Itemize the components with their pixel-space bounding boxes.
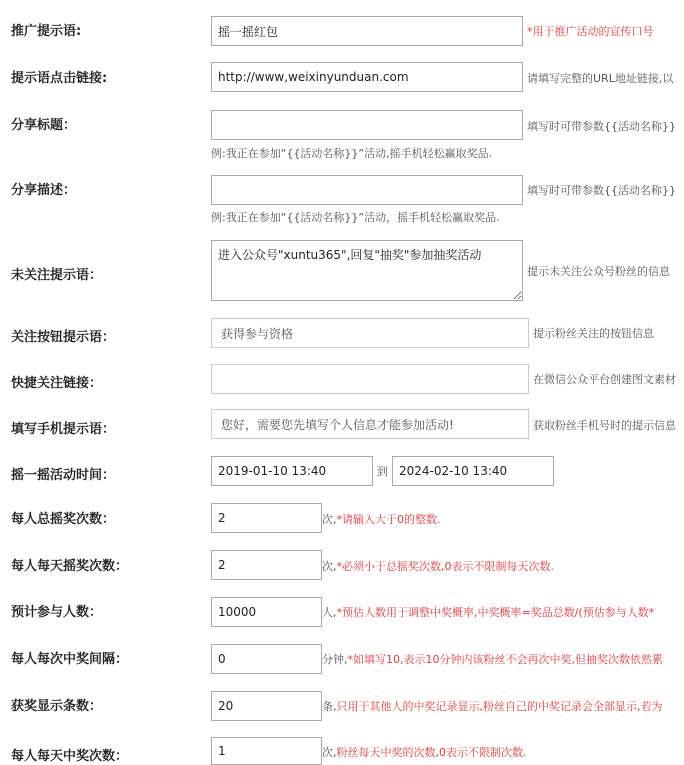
daily-draws-input[interactable] — [211, 550, 322, 580]
unfollow-tip-label: 未关注提示语： — [11, 268, 103, 283]
daily-wins-hint — [322, 744, 527, 760]
unfollow-tip-hint: 提示未关注公众号粉丝的信息 — [527, 265, 670, 278]
share-title-label: 分享标题： — [11, 118, 77, 133]
daily-draws-unit: 次, — [322, 560, 337, 573]
daily-wins-label: 每人每天中奖次数： — [11, 749, 129, 764]
win-interval-input[interactable] — [211, 644, 322, 674]
total-draws-input[interactable] — [211, 503, 322, 533]
display-count-hint — [322, 698, 663, 714]
follow-button-tip-label: 关注按钮提示语： — [11, 330, 116, 345]
share-title-input[interactable] — [211, 110, 523, 140]
win-interval-hint — [322, 651, 663, 667]
display-note: 只用于其他人的中奖记录显示,粉丝自己的中奖记录会全部显示,若为 — [336, 700, 663, 713]
promo-text-hint: *用于推广活动的宣传口号 — [527, 25, 654, 38]
share-desc-example: 例:我正在参加“{{活动名称}}”活动，摇手机轻松赢取奖品. — [211, 211, 500, 224]
activity-time-label: 摇一摇活动时间： — [11, 468, 116, 483]
total-draws-unit: 次, — [322, 513, 337, 526]
quick-follow-link-label: 快捷关注链接： — [11, 376, 103, 391]
follow-button-tip-hint: 提示粉丝关注的按钮信息 — [533, 327, 654, 340]
interval-note: *如填写10,表示10分钟内该粉丝不会再次中奖,但抽奖次数依然累 — [347, 653, 663, 666]
promo-link-hint: 请填写完整的URL地址链接,以 — [527, 72, 674, 85]
daily-wins-unit: 次, — [322, 746, 337, 759]
expected-participants-label: 预计参与人数： — [11, 605, 103, 620]
promo-link-input[interactable] — [211, 62, 523, 92]
promo-link-label: 提示语点击链接: — [11, 71, 108, 86]
promo-text-input[interactable] — [211, 16, 523, 46]
expected-note: *预估人数用于调整中奖概率,中奖概率=奖品总数/(预估参与人数* — [336, 606, 655, 619]
phone-tip-hint: 获取粉丝手机号时的提示信息 — [533, 419, 676, 432]
share-desc-input[interactable] — [211, 175, 523, 205]
display-count-label: 获奖显示条数： — [11, 699, 103, 714]
share-title-hint: 填写时可带参数{{活动名称}} — [527, 120, 676, 133]
daily-draws-note: *必须小于总摇奖次数,0表示不限制每天次数. — [336, 560, 554, 573]
quick-follow-link-hint: 在微信公众平台创建图文素材 — [533, 373, 676, 386]
expected-participants-input[interactable] — [211, 597, 322, 627]
display-count-input[interactable] — [211, 691, 322, 721]
interval-unit: 分钟, — [322, 653, 348, 666]
total-draws-hint — [322, 511, 441, 527]
end-time-input[interactable] — [392, 456, 554, 486]
start-time-input[interactable] — [211, 456, 373, 486]
share-title-example: 例:我正在参加“{{活动名称}}”活动,摇手机轻松赢取奖品. — [211, 147, 493, 160]
expected-participants-hint — [322, 604, 654, 620]
quick-follow-link-input[interactable] — [211, 364, 529, 394]
daily-draws-label: 每人每天摇奖次数： — [11, 559, 129, 574]
share-desc-hint: 填写时可带参数{{活动名称}} — [527, 184, 676, 197]
total-draws-label: 每人总摇奖次数： — [11, 512, 116, 527]
display-unit: 条, — [322, 700, 337, 713]
total-draws-note: *请输入大于0的整数. — [336, 513, 441, 526]
share-desc-label: 分享描述： — [11, 183, 77, 198]
unfollow-tip-textarea[interactable] — [211, 240, 523, 301]
daily-wins-input[interactable] — [211, 737, 322, 765]
promo-text-label: 推广提示语: — [11, 24, 82, 39]
daily-wins-note: 粉丝每天中奖的次数,0表示不限制次数. — [336, 746, 527, 759]
daily-draws-hint — [322, 558, 554, 574]
follow-button-tip-input[interactable] — [211, 318, 529, 348]
win-interval-label: 每人每次中奖间隔： — [11, 652, 129, 667]
expected-unit: 人, — [322, 606, 337, 619]
phone-tip-label: 填写手机提示语： — [11, 422, 116, 437]
phone-tip-input[interactable] — [211, 409, 529, 439]
time-separator: 到 — [377, 465, 388, 478]
